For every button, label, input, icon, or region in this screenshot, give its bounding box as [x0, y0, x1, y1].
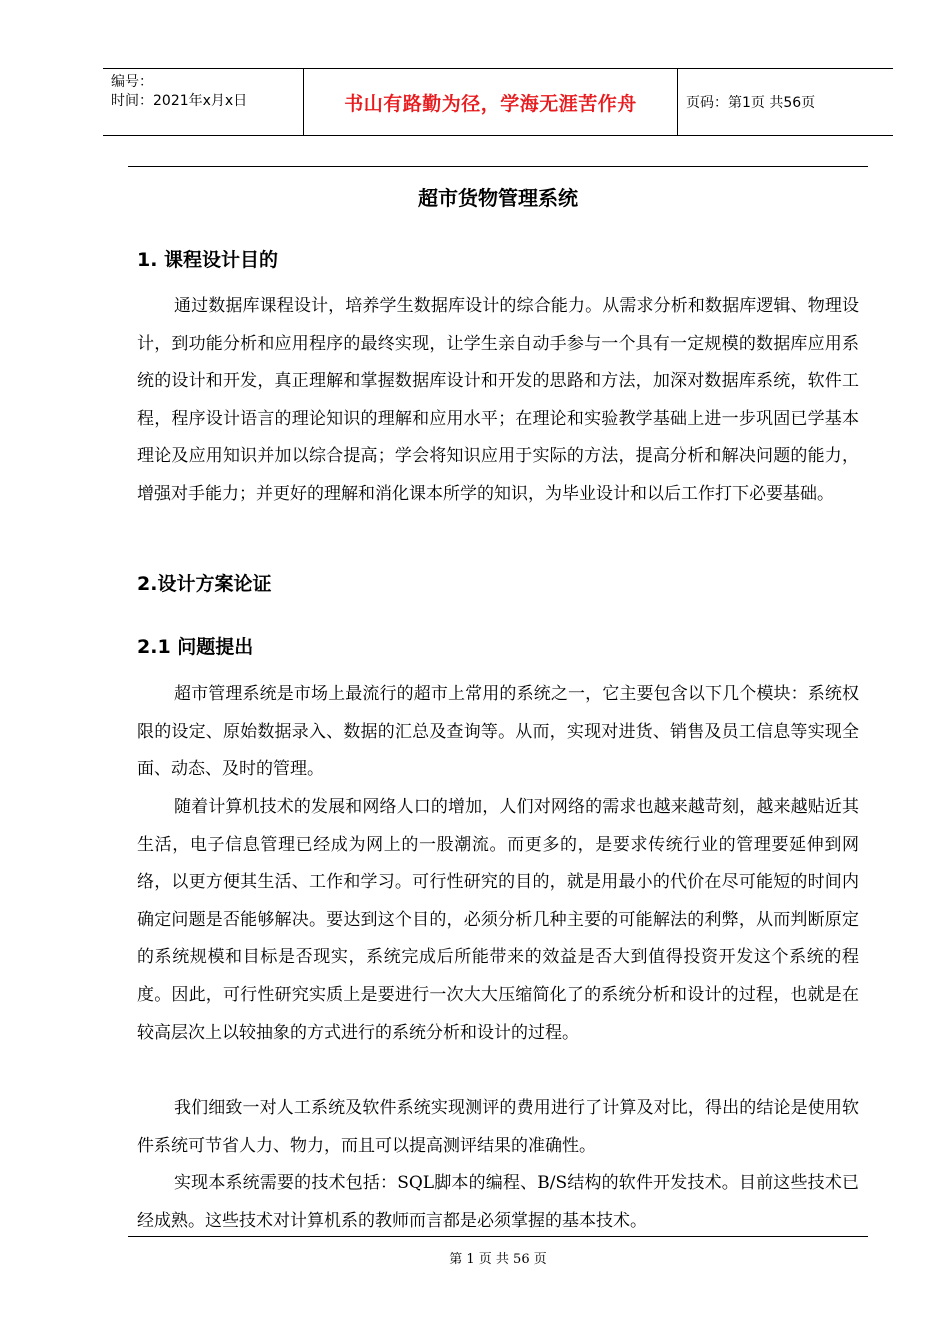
time-label: 时间：2021年x月x日 [111, 93, 248, 109]
paragraph-problem-1: 超市管理系统是市场上最流行的超市上常用的系统之一，它主要包含以下几个模块：系统权限的设定、原始数据录入、数据的汇总及查询等。从而，实现对进货、销售及员工信息等实现全面、动态、及时的管理。 [137, 684, 859, 780]
footer-divider [128, 1236, 868, 1237]
page-footer: 第 1 页 共 56 页 [449, 1252, 547, 1267]
paragraph-problem-3: 我们细致一对人工系统及软件系统实现测评的费用进行了计算及对比，得出的结论是使用软件系统可节省人力、物力，而且可以提高测评结果的准确性。 [137, 1098, 859, 1156]
header-motto-cell [303, 69, 678, 135]
section-heading-2-1: 2.1 问题提出 [137, 636, 254, 658]
section-heading-2: 2.设计方案论证 [137, 573, 272, 595]
paragraph-problem-4: 实现本系统需要的技术包括：SQL脚本的编程、B/S结构的软件开发技术。目前这些技术已经成熟。这些技术对计算机系的教师而言都是必须掌握的基本技术。 [137, 1173, 859, 1231]
section-heading-1: 1. 课程设计目的 [137, 249, 279, 271]
motto-text: 书山有路勤为径，学海无涯苦作舟 [344, 92, 637, 115]
document-title: 超市货物管理系统 [418, 186, 578, 210]
header-meta-cell [103, 69, 303, 135]
top-divider [128, 166, 868, 167]
page-header [103, 68, 893, 136]
header-page-cell [678, 69, 893, 135]
number-label: 编号： [111, 74, 153, 90]
page-info: 页码：第1页 共56页 [686, 95, 816, 111]
paragraph-purpose: 通过数据库课程设计，培养学生数据库设计的综合能力。从需求分析和数据库逻辑、物理设计，到功能分析和应用程序的最终实现，让学生亲自动手参与一个具有一定规模的数据库应用系统的设计和开发，真正理解和掌握数据库设计和开发的思路和方法，加深对数据库系统，软件工程，程序设计语言的理论知识的理解和应用水平；在理论和实验教学基础上进一步巩固已学基本理论及应用知识并加以综合提高；学会将知识应用于实际的方法，提高分析和解决问题的能力，增强对手能力；并更好的理解和消化课本所学的知识，为毕业设计和以后工作打下必要基础。 [137, 296, 859, 504]
paragraph-problem-2: 随着计算机技术的发展和网络人口的增加，人们对网络的需求也越来越苛刻，越来越贴近其生活，电子信息管理已经成为网上的一股潮流。而更多的，是要求传统行业的管理要延伸到网络，以更方便其生活、工作和学习。可行性研究的目的，就是用最小的代价在尽可能短的时间内确定问题是否能够解决。要达到这个目的，必须分析几种主要的可能解法的利弊，从而判断原定的系统规模和目标是否现实，系统完成后所能带来的效益是否大到值得投资开发这个系统的程度。因此，可行性研究实质上是要进行一次大大压缩简化了的系统分析和设计的过程，也就是在较高层次上以较抽象的方式进行的系统分析和设计的过程。 [137, 797, 859, 1043]
